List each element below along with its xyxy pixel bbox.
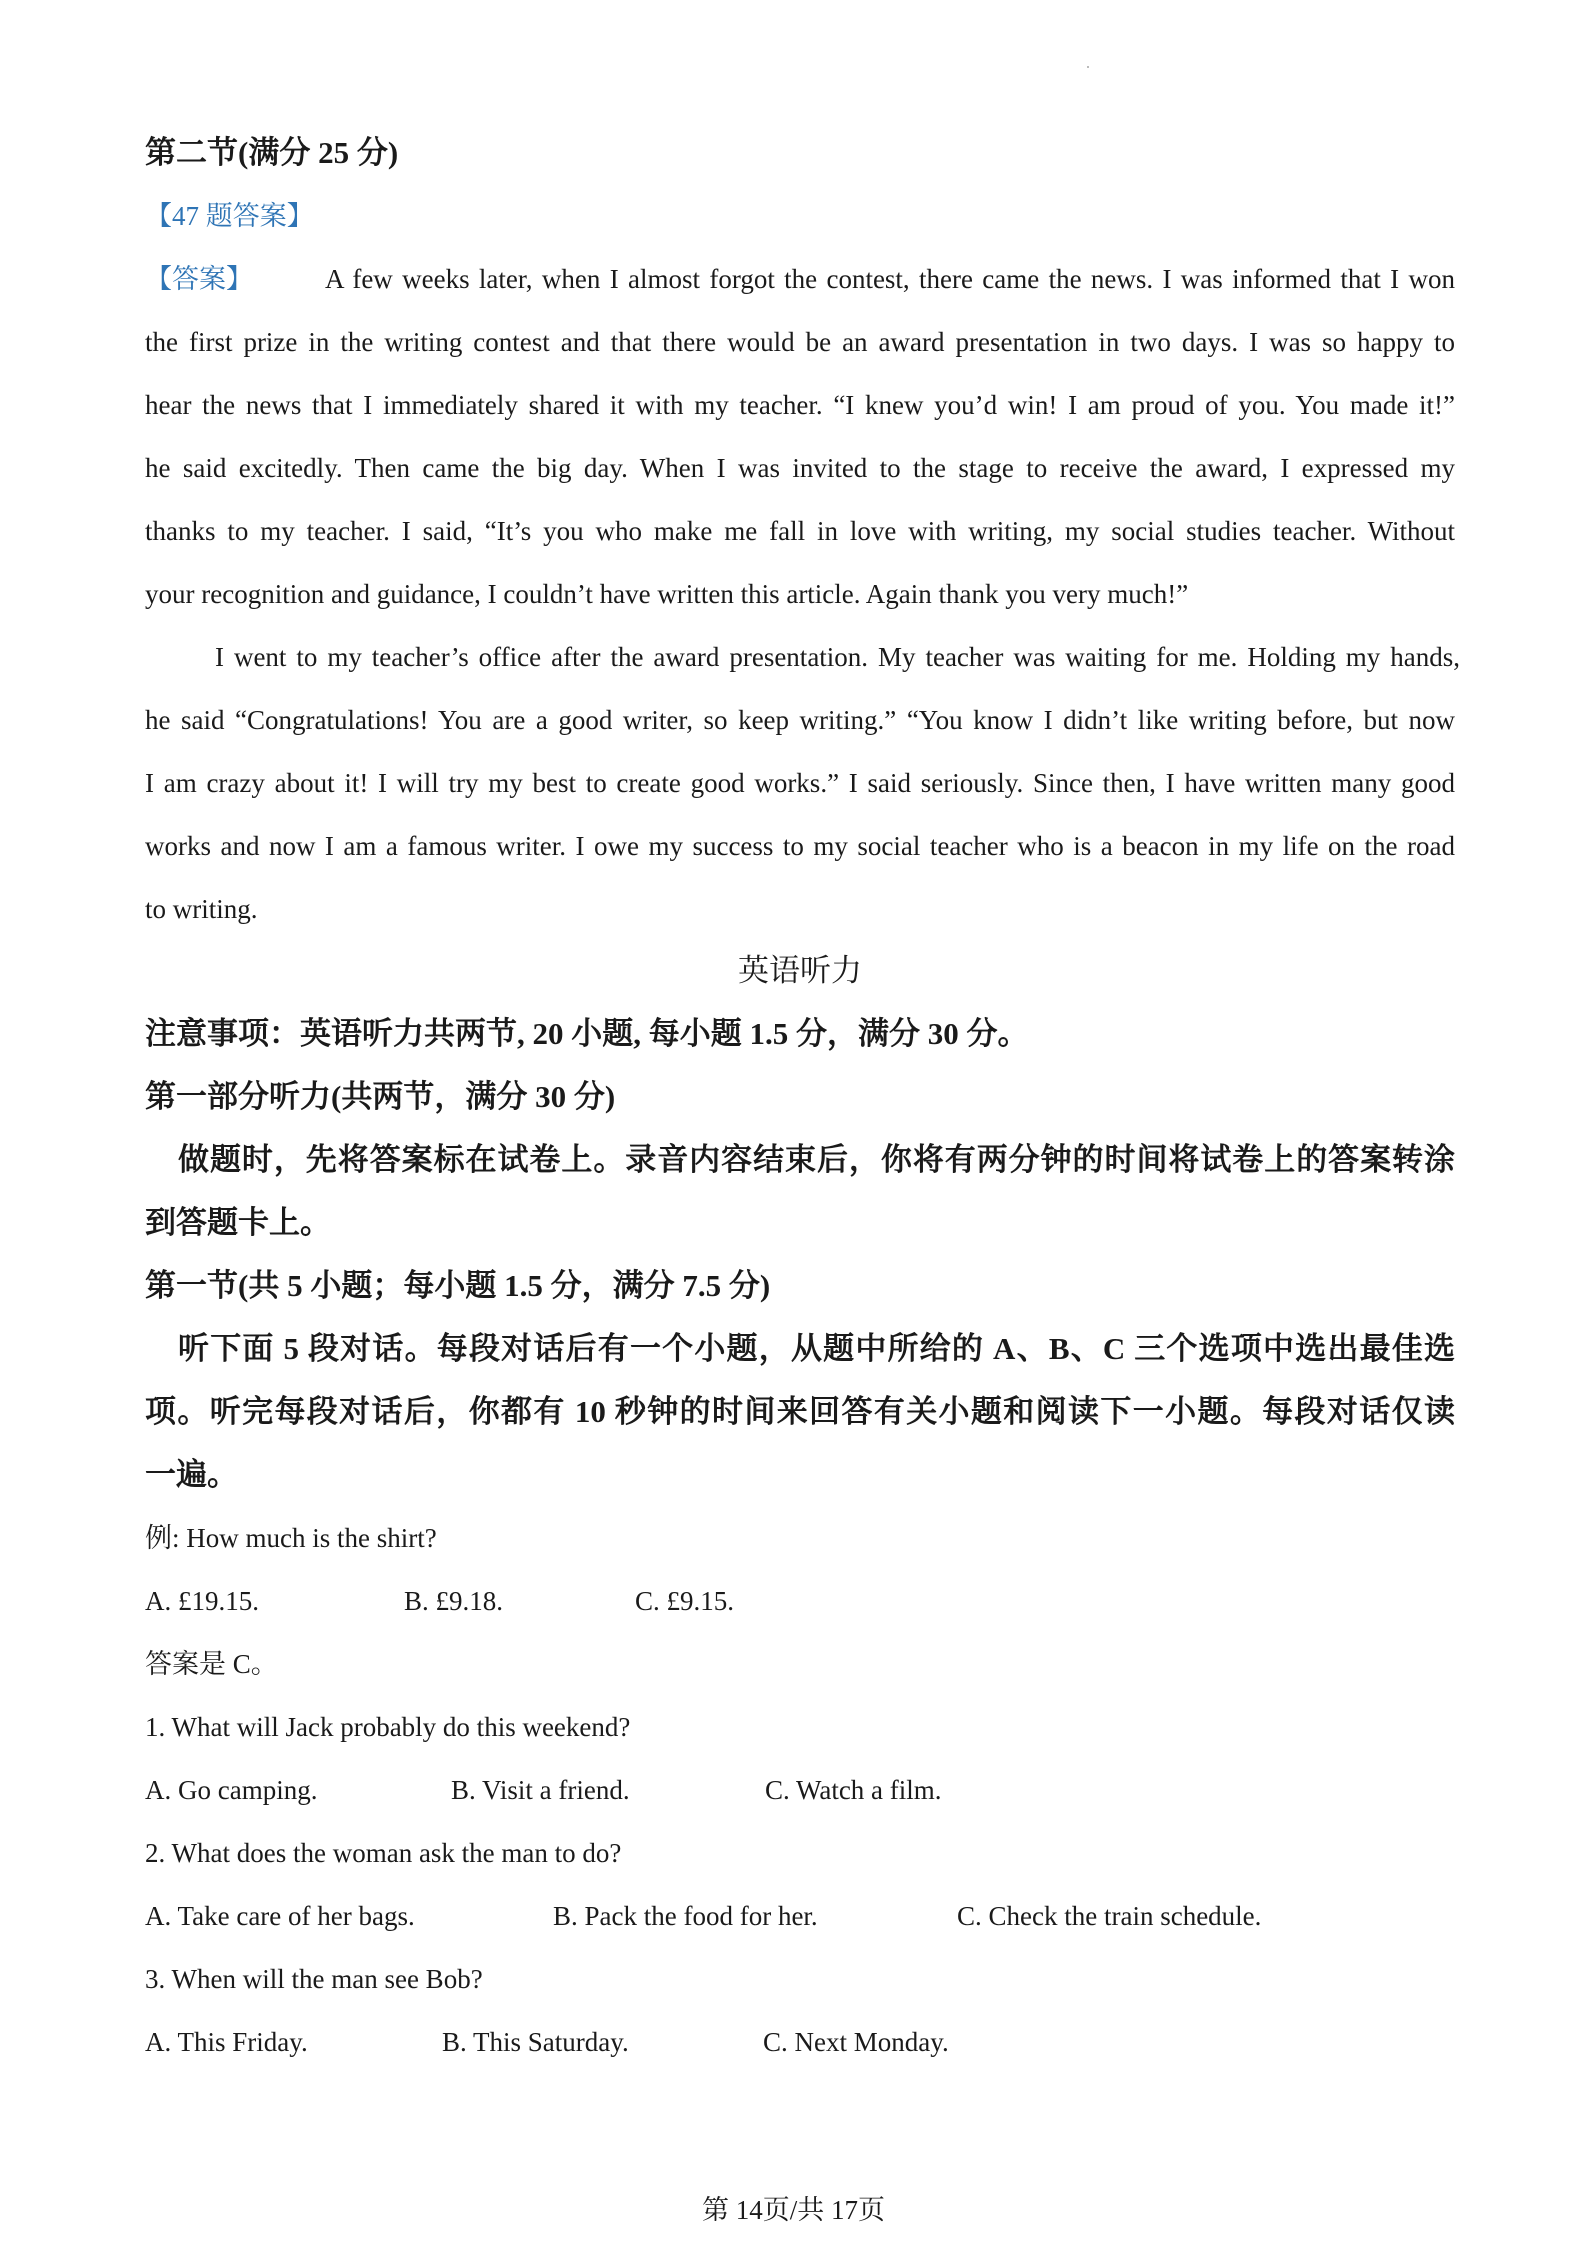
section1-title: 第一节(共 5 小题；每小题 1.5 分，满分 7.5 分) xyxy=(145,1268,771,1303)
q3-option-b: B. This Saturday. xyxy=(442,2027,629,2057)
part1-title: 第一部分听力(共两节，满分 30 分) xyxy=(145,1079,616,1114)
essay-line: your recognition and guidance, I couldn’t have written this article. Again thank you very much!” xyxy=(145,579,1189,609)
question-3: 3. When will the man see Bob? xyxy=(145,1964,483,1994)
q3-option-c: C. Next Monday. xyxy=(763,2027,949,2057)
essay-paragraph-start: I went to my teacher’s office after the award presentation. My teacher was waiting for me. Holding my hands, xyxy=(215,642,1460,672)
question-1: 1. What will Jack probably do this weekend? xyxy=(145,1712,631,1742)
question-2: 2. What does the woman ask the man to do? xyxy=(145,1838,622,1868)
q2-option-a: A. Take care of her bags. xyxy=(145,1901,415,1931)
essay-line: to writing. xyxy=(145,894,258,924)
scan-dot xyxy=(1087,66,1089,68)
essay-line: works and now I am a famous writer. I owe my success to my social teacher who is a beacon in my life on the road xyxy=(145,831,1455,861)
essay-line: I am crazy about it! I will try my best to create good works.” I said seriously. Since then, I have written many good xyxy=(145,768,1455,798)
essay-text: A few weeks later, when I almost forgot the contest, there came the news. I was informed that I won xyxy=(325,264,1455,294)
q2-option-b: B. Pack the food for her. xyxy=(553,1901,818,1931)
essay-line: thanks to my teacher. I said, “It’s you who make me fall in love with writing, my social studies teacher. Without xyxy=(145,516,1455,546)
instruction-line: 项。听完每段对话后，你都有 10 秒钟的时间来回答有关小题和阅读下一小题。每段对话仅读 xyxy=(145,1394,1455,1429)
instruction-line: 听下面 5 段对话。每段对话后有一个小题，从题中所给的 A、B、C 三个选项中选出最佳选 xyxy=(178,1331,1455,1366)
q1-option-a: A. Go camping. xyxy=(145,1775,318,1805)
example-answer: 答案是 C。 xyxy=(145,1649,278,1679)
example-option-b: B. £9.18. xyxy=(404,1586,504,1616)
q1-option-b: B. Visit a friend. xyxy=(451,1775,630,1805)
q2-option-c: C. Check the train schedule. xyxy=(957,1901,1262,1931)
section2-title: 第二节(满分 25 分) xyxy=(145,135,399,170)
example-option-a: A. £19.15. xyxy=(145,1586,259,1616)
instruction-line: 一遍。 xyxy=(145,1457,238,1492)
notice: 注意事项：英语听力共两节, 20 小题, 每小题 1.5 分，满分 30 分。 xyxy=(145,1016,1029,1051)
instruction-line: 做题时，先将答案标在试卷上。录音内容结束后，你将有两分钟的时间将试卷上的答案转涂 xyxy=(178,1142,1455,1177)
instruction-line: 到答题卡上。 xyxy=(145,1205,331,1240)
q1-option-c: C. Watch a film. xyxy=(765,1775,942,1805)
essay-line-1 xyxy=(145,262,1455,296)
listening-title: 英语听力 xyxy=(738,953,862,988)
q47-answer-tag: 【47 题答案】 xyxy=(145,201,314,231)
page-footer: 第 14页/共 17页 xyxy=(701,2195,885,2225)
example-option-c: C. £9.15. xyxy=(635,1586,735,1616)
essay-line: he said “Congratulations! You are a good writer, so keep writing.” “You know I didn’t like writing before, but now xyxy=(145,705,1455,735)
essay-line: the first prize in the writing contest and that there would be an award presentation in two days. I was so happy to xyxy=(145,327,1455,357)
essay-line: hear the news that I immediately shared it with my teacher. “I knew you’d win! I am proud of you. You made it!” xyxy=(145,390,1455,420)
essay-line: he said excitedly. Then came the big day. When I was invited to the stage to receive the award, I expressed my xyxy=(145,453,1455,483)
q3-option-a: A. This Friday. xyxy=(145,2027,308,2057)
answer-tag: 【答案】 xyxy=(145,264,253,294)
example-question: 例: How much is the shirt? xyxy=(145,1523,437,1553)
